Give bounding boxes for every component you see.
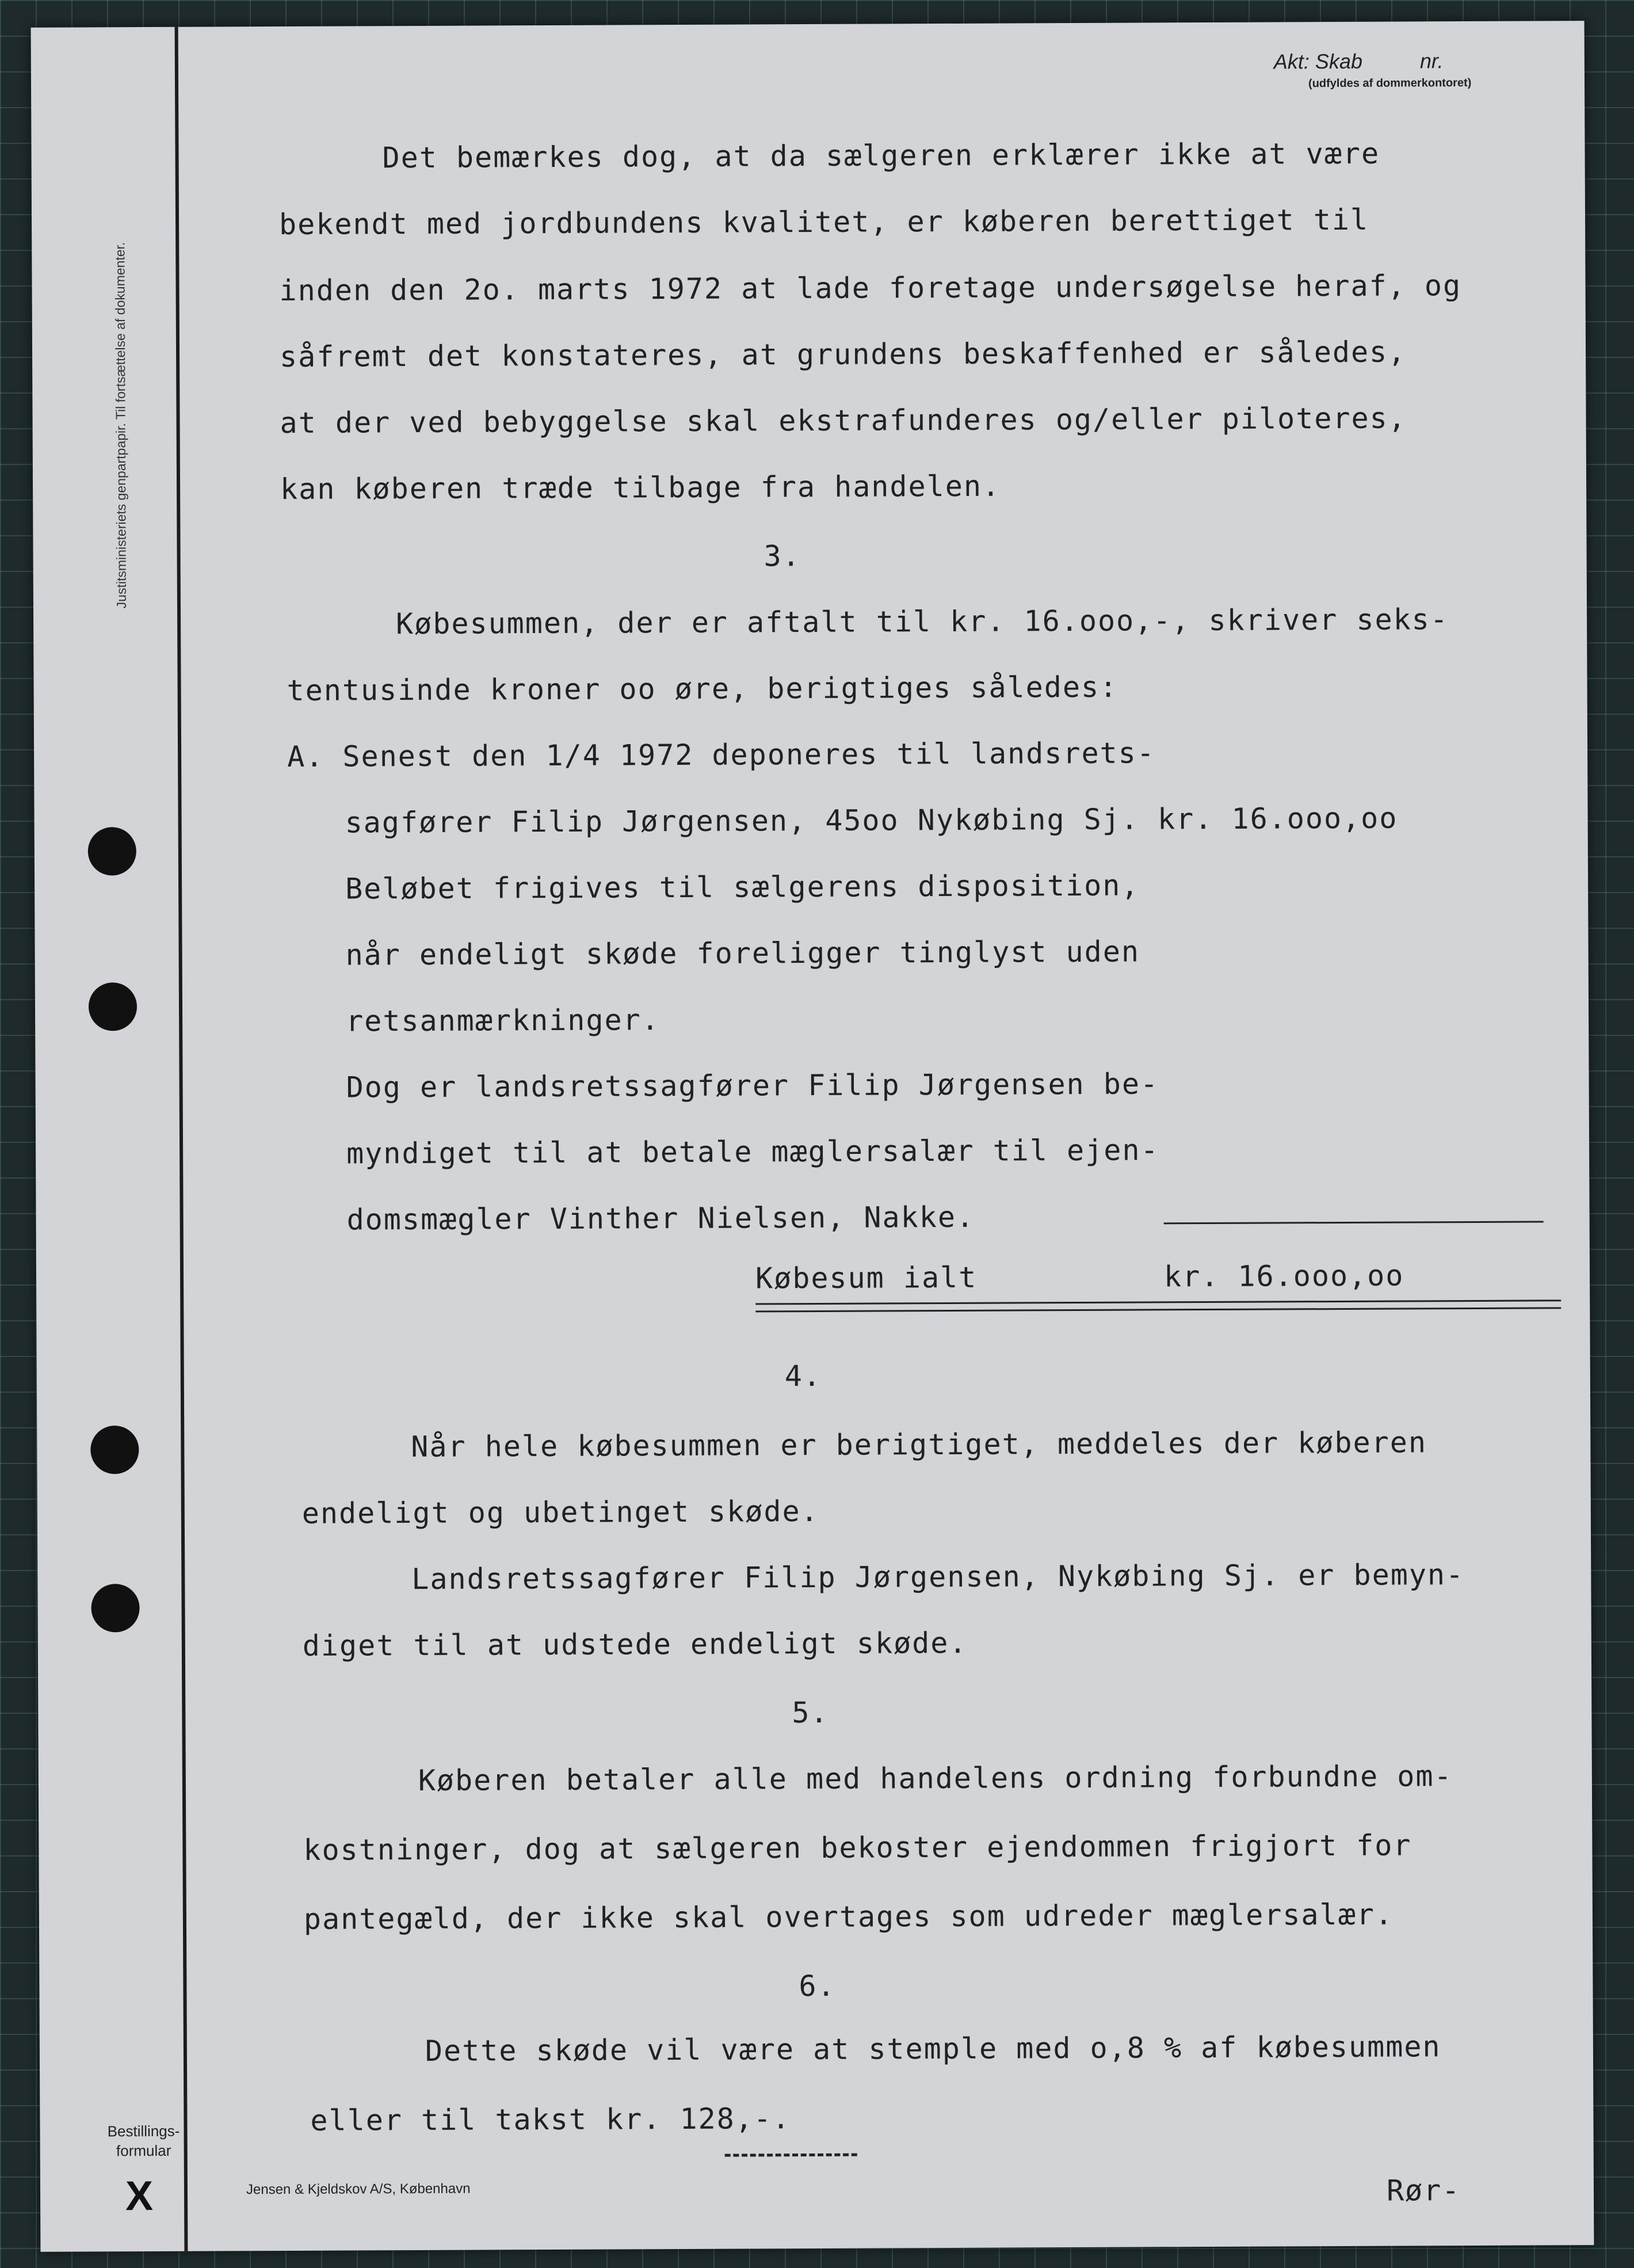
total-label: Købesum ialt [755, 1260, 978, 1295]
continuation-word: Rør- [1386, 2174, 1461, 2208]
double-underline [755, 1299, 1561, 1312]
text-line: Dog er landsretssagfører Filip Jørgensen be- [346, 1067, 1159, 1104]
section-number: 4. [784, 1359, 822, 1393]
text-line: Det bemærkes dog, at da sælgeren erklærer ikke at være [382, 136, 1380, 175]
text-line: Når hele købesummen er berigtiget, meddeles der køberen [411, 1425, 1427, 1464]
punch-hole [90, 1425, 139, 1474]
text-line: Beløbet frigives til sælgerens disposition, [345, 868, 1140, 906]
section-number: 6. [799, 1969, 836, 2003]
text-line: eller til takst kr. 128,-. [310, 2102, 791, 2137]
printer-imprint: Jensen & Kjeldskov A/S, København [246, 2181, 471, 2198]
text-line: pantegæld, der ikke skal overtages som udreder mæglersalær. [303, 1897, 1394, 1936]
text-line: kan køberen træde tilbage fra handelen. [280, 469, 1001, 506]
text-line: tentusinde kroner oo øre, berigtiges således: [287, 670, 1118, 707]
text-line: at der ved bebyggelse skal ekstrafunderes og/eller piloteres, [280, 401, 1407, 440]
text-line: Køberen betaler alle med handelens ordning forbundne om- [418, 1759, 1453, 1797]
text-line: Købesummen, der er aftalt til kr. 16.ooo,-, skriver seks- [395, 603, 1449, 641]
text-line: såfremt det konstateres, at grundens beskaffenhed er således, [279, 335, 1407, 374]
text-line: Landsretssagfører Filip Jørgensen, Nykøbing Sj. er bemyn- [411, 1558, 1465, 1596]
akt-note: (udfyldes af dommerkontoret) [1308, 76, 1472, 90]
text-line: retsanmærkninger. [345, 1003, 660, 1038]
sum-rule [1164, 1221, 1544, 1224]
text-line: inden den 2o. marts 1972 at lade foretage undersøgelse heraf, og [279, 269, 1462, 308]
text-line: kostninger, dog at sælgeren bekoster ejendommen frigjort for [303, 1828, 1412, 1867]
akt-skab-label: Akt: Skab nr. [1273, 49, 1444, 74]
margin-line [175, 27, 188, 2251]
total-amount: kr. 16.ooo,oo [1163, 1259, 1404, 1294]
punch-hole [88, 827, 136, 875]
text-line: myndiget til at betale mæglersalær til ejen- [346, 1133, 1159, 1171]
section-number: 5. [792, 1695, 829, 1730]
text-line: A. Senest den 1/4 1972 deponeres til landsrets- [287, 736, 1156, 773]
order-form-label: Bestillings- formular [107, 2122, 180, 2160]
closing-dashes [725, 2153, 857, 2157]
margin-side-text: Justitsministeriets genpartpapir. Til fortsættelse af dokumenter. [112, 242, 129, 609]
text-line: endeligt og ubetinget skøde. [301, 1494, 819, 1530]
punch-hole [89, 982, 137, 1031]
section-number: 3. [763, 539, 801, 573]
punch-hole [91, 1584, 139, 1632]
text-line: sagfører Filip Jørgensen, 45oo Nykøbing Sj. kr. 16.ooo,oo [345, 801, 1398, 840]
text-line: Dette skøde vil være at stemple med o,8 % af købesummen [425, 2030, 1441, 2068]
text-line: diget til at udstede endeligt skøde. [302, 1626, 968, 1663]
order-mark: X [125, 2173, 154, 2220]
text-line: når endeligt skøde foreligger tinglyst uden [345, 935, 1140, 972]
text-line: bekendt med jordbundens kvalitet, er køberen berettiget til [278, 203, 1369, 242]
text-line: domsmægler Vinther Nielsen, Nakke. [346, 1200, 975, 1237]
document-page [31, 21, 1594, 2252]
